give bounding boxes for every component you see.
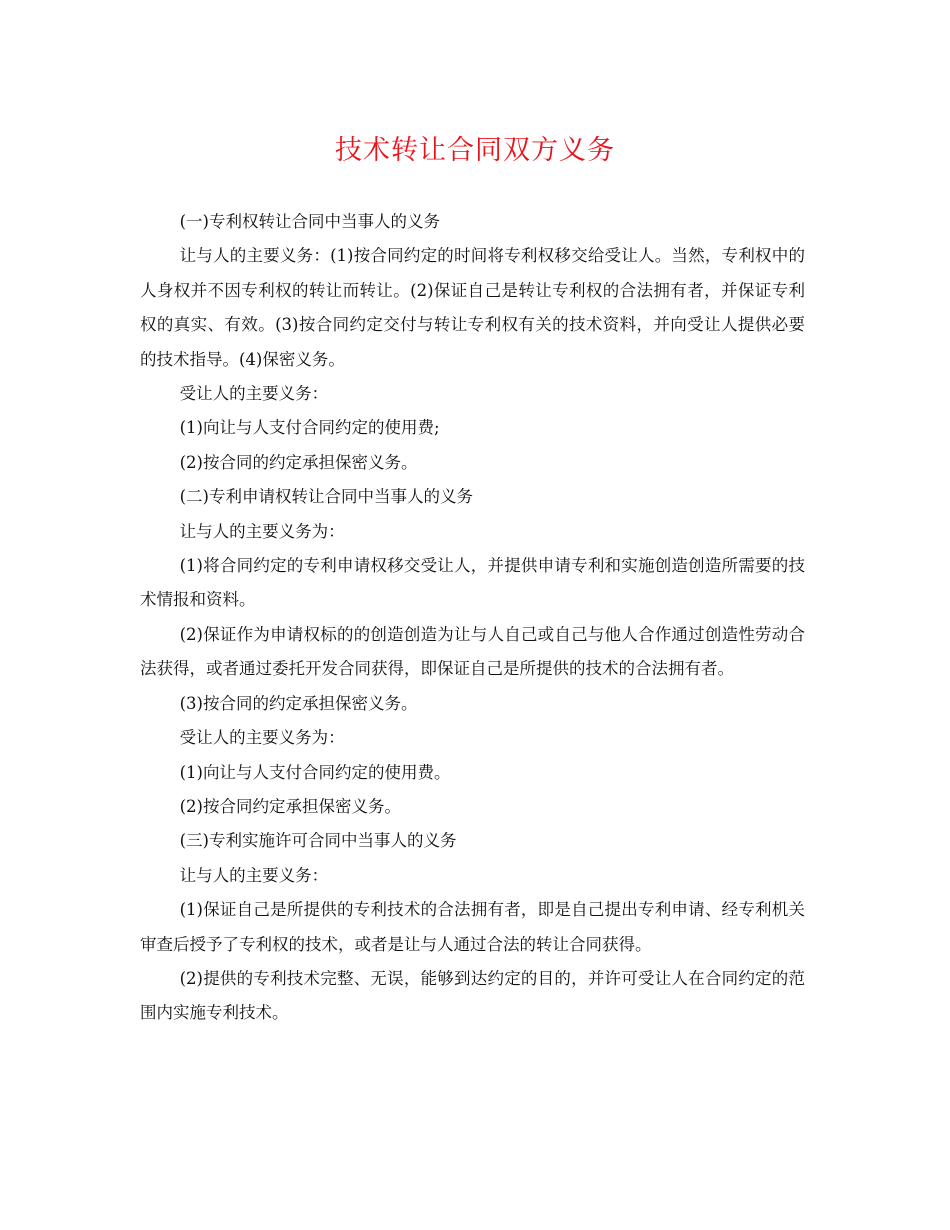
paragraph: 受让人的主要义务为： (179, 728, 345, 748)
section-heading-2: (二)专利申请权转让合同中当事人的义务 (179, 487, 473, 507)
section-heading-3: (三)专利实施许可合同中当事人的义务 (179, 831, 457, 851)
paragraph: (2)保证作为申请权标的的创造创造为让与人自己或自己与他人合作通过创造性劳动合法获得，或者通过委托开发合同获得，即保证自己是所提供的技术的合法拥有者。 (140, 624, 805, 679)
paragraph: 让与人的主要义务为： (179, 521, 345, 541)
paragraph: 让与人的主要义务：(1)按合同约定的时间将专利权移交给受让人。当然，专利权中的人身权并不因专利权的转让而转让。(2)保证自己是转让专利权的合法拥有者，并保证专利权的真实、有效。(3)按合同约定交付与转让专利权有关的技术资料，并向受让人提供必要的技术指导。(4)保密义务。 (140, 246, 805, 369)
paragraph: (2)按合同的约定承担保密义务。 (179, 452, 418, 472)
document-body (140, 205, 805, 1031)
paragraph: (2)提供的专利技术完整、无误，能够到达约定的目的，并许可受让人在合同约定的范围内实施专利技术。 (140, 968, 805, 1023)
paragraph: (1)向让与人支付合同约定的使用费; (179, 418, 440, 438)
paragraph: (2)按合同约定承担保密义务。 (179, 796, 401, 816)
paragraph: (1)向让与人支付合同约定的使用费。 (179, 762, 451, 782)
paragraph: (1)将合同约定的专利申请权移交受让人，并提供申请专利和实施创造创造所需要的技术情报和资料。 (140, 556, 805, 610)
paragraph: 受让人的主要义务： (179, 384, 329, 404)
document-title: 技术转让合同双方义务 (335, 135, 615, 166)
paragraph: 让与人的主要义务： (179, 865, 329, 885)
paragraph: (1)保证自己是所提供的专利技术的合法拥有者，即是自己提出专利申请、经专利机关审查后授予了专利权的技术，或者是让与人通过合法的转让合同获得。 (140, 900, 805, 954)
section-heading-1: (一)专利权转让合同中当事人的义务 (179, 212, 440, 231)
paragraph: (3)按合同的约定承担保密义务。 (179, 693, 418, 713)
